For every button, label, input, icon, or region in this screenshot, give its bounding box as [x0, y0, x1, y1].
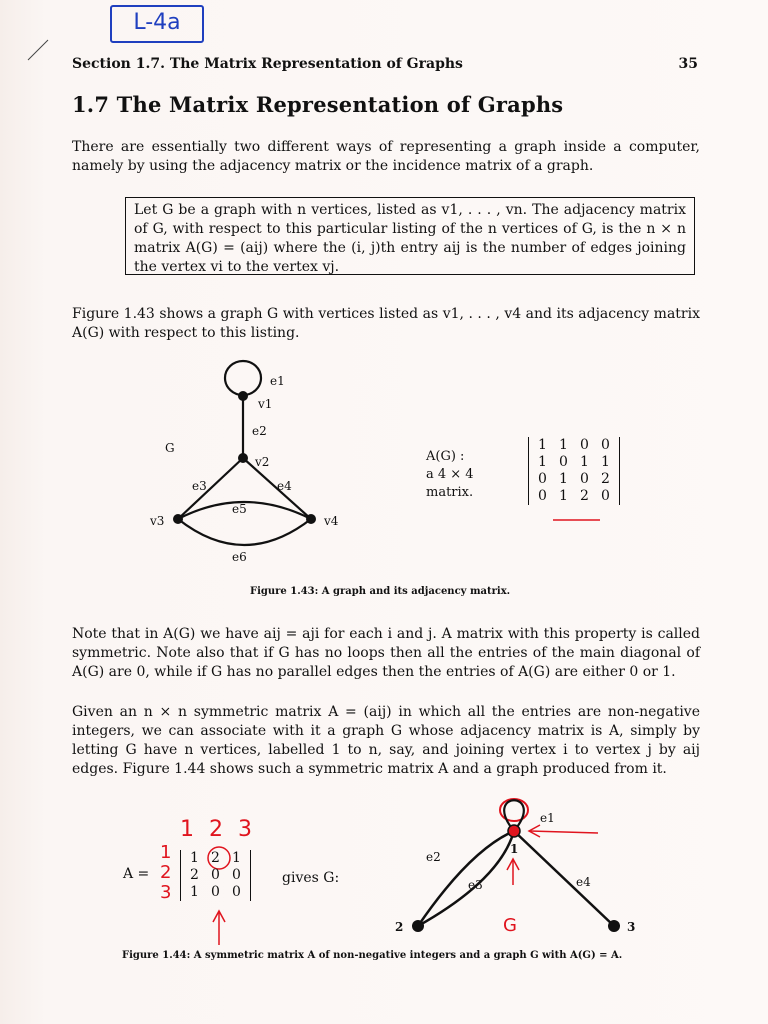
running-title: Section 1.7. The Matrix Representation of Graphs: [72, 56, 463, 72]
matrix-cell: 2: [580, 488, 589, 504]
vertex-2-fig144: [412, 920, 424, 932]
vertex-v3: [173, 514, 183, 524]
handwritten-tag: L-4a: [133, 10, 181, 35]
matrix-cell: 0: [538, 471, 547, 487]
matrix-cell: 1: [559, 471, 568, 487]
matrix-row: [532, 471, 616, 488]
annotation-arrow-vertex: [530, 831, 598, 833]
matrix-cell: 0: [538, 488, 547, 504]
matrix-row: [184, 850, 247, 867]
label-e4: e4: [277, 479, 292, 493]
matrix-a-prefix: A =: [123, 866, 150, 882]
matrix-row: [184, 867, 247, 884]
figure-143-intro: Figure 1.43 shows a graph G with vertices listed as v1, . . . , v4 and its adjacency matrix A(G) with respect to this listing.: [72, 306, 700, 341]
label-e5: e5: [232, 502, 247, 516]
matrix-label-1: A(G) :: [426, 449, 465, 464]
matrix-cell: 0: [601, 437, 610, 453]
definition-text: Let G be a graph with n vertices, listed as v1, . . . , vn. The adjacency matrix of G, with respect to this particular listing of the n vertices of G, is the n × n matrix A(G) = (aij) where the (i, j)th entry aij is the number of edges joining the vertex vi to the vertex vj.: [134, 202, 686, 275]
label-vertex-3: 3: [627, 920, 636, 934]
matrix-cell: 2: [601, 471, 610, 487]
label-e4-fig144: e4: [576, 875, 591, 889]
annotation-row-number: 1: [160, 842, 172, 863]
matrix-cell: 0: [211, 884, 220, 900]
vertex-1-fig144: [508, 825, 520, 837]
matrix-cell: 1: [559, 488, 568, 504]
label-e3-fig144: e3: [468, 878, 483, 892]
label-graph-g: G: [165, 441, 175, 455]
symmetric-matrix-a: [180, 850, 251, 901]
vertex-v1: [238, 391, 248, 401]
edge-e3-fig144: [418, 831, 514, 926]
matrix-row: [184, 884, 247, 901]
matrix-description: [426, 448, 474, 502]
annotation-column-numbers: 1 2 3: [180, 817, 256, 842]
annotation-row-numbers: [160, 843, 171, 903]
matrix-label-3: matrix.: [426, 485, 474, 500]
label-v1: v1: [258, 397, 273, 411]
vertex-v2: [238, 453, 248, 463]
matrix-row: [532, 454, 616, 471]
figure-143-caption: Figure 1.43: A graph and its adjacency matrix.: [250, 586, 511, 597]
annotation-row-number: 2: [160, 862, 172, 883]
adjacency-matrix-143: [528, 437, 620, 505]
matrix-cell: 1: [580, 454, 589, 470]
label-vertex-2: 2: [395, 920, 404, 934]
edge-e2-fig144: [418, 831, 514, 926]
label-e3: e3: [192, 479, 207, 493]
matrix-cell: 0: [601, 488, 610, 504]
matrix-cell: 0: [559, 454, 568, 470]
matrix-cell: 2: [190, 867, 199, 883]
label-vertex-1: 1: [510, 842, 519, 856]
label-e2-fig144: e2: [426, 850, 441, 864]
scan-mark: [28, 40, 48, 60]
loop-e1: [225, 361, 261, 395]
matrix-cell: 1: [232, 850, 241, 866]
matrix-cell: 0: [232, 867, 241, 883]
vertex-3-fig144: [608, 920, 620, 932]
label-e1: e1: [270, 374, 285, 388]
matrix-row: [532, 437, 616, 454]
matrix-cell: 1: [190, 884, 199, 900]
matrix-cell: 0: [232, 884, 241, 900]
section-title: 1.7 The Matrix Representation of Graphs: [72, 92, 564, 117]
label-e6: e6: [232, 550, 247, 564]
matrix-cell: 1: [538, 437, 547, 453]
matrix-cell: 0: [580, 437, 589, 453]
matrix-cell: 1: [190, 850, 199, 866]
label-e2: e2: [252, 424, 267, 438]
edge-e6: [178, 519, 311, 545]
annotation-row-number: 3: [160, 882, 172, 903]
symmetric-note-paragraph: Note that in A(G) we have aij = aji for each i and j. A matrix with this property is called symmetric. Note also that if G has no loops then all the entries of the main diagonal of A(G) are 0, while if G has no parallel edges then the entries of A(G) are either 0 or 1.: [72, 626, 700, 680]
matrix-row: [532, 488, 616, 505]
annotation-graph-mark: G: [503, 915, 517, 936]
intro-paragraph: There are essentially two different ways of representing a graph inside a computer, namely by using the adjacency matrix or the incidence matrix of a graph.: [72, 139, 700, 174]
matrix-cell: 1: [559, 437, 568, 453]
label-e1-fig144: e1: [540, 811, 555, 825]
page-number: 35: [678, 56, 698, 72]
vertex-v4: [306, 514, 316, 524]
edge-e4-fig144: [514, 831, 614, 926]
matrix-cell: 0: [580, 471, 589, 487]
given-matrix-paragraph: Given an n × n symmetric matrix A = (aij) in which all the entries are non-negative integers, we can associate with it a graph G whose adjacency matrix is A, simply by letting G have n vertices, labelled 1 to n, say, and joining vertex i to vertex j by aij edges. Figure 1.44 shows such a symmetric matrix A and a graph produced from it.: [72, 704, 700, 777]
label-v4: v4: [324, 514, 339, 528]
matrix-cell: 0: [211, 867, 220, 883]
matrix-cell: 1: [538, 454, 547, 470]
gives-g-label: gives G:: [282, 870, 340, 886]
matrix-cell: 1: [601, 454, 610, 470]
label-v2: v2: [255, 455, 270, 469]
figure-144-caption: Figure 1.44: A symmetric matrix A of non-negative integers and a graph G with A(G) = A.: [122, 950, 623, 961]
matrix-cell: 2: [211, 850, 220, 866]
label-v3: v3: [150, 514, 165, 528]
matrix-label-2: a 4 × 4: [426, 467, 474, 482]
